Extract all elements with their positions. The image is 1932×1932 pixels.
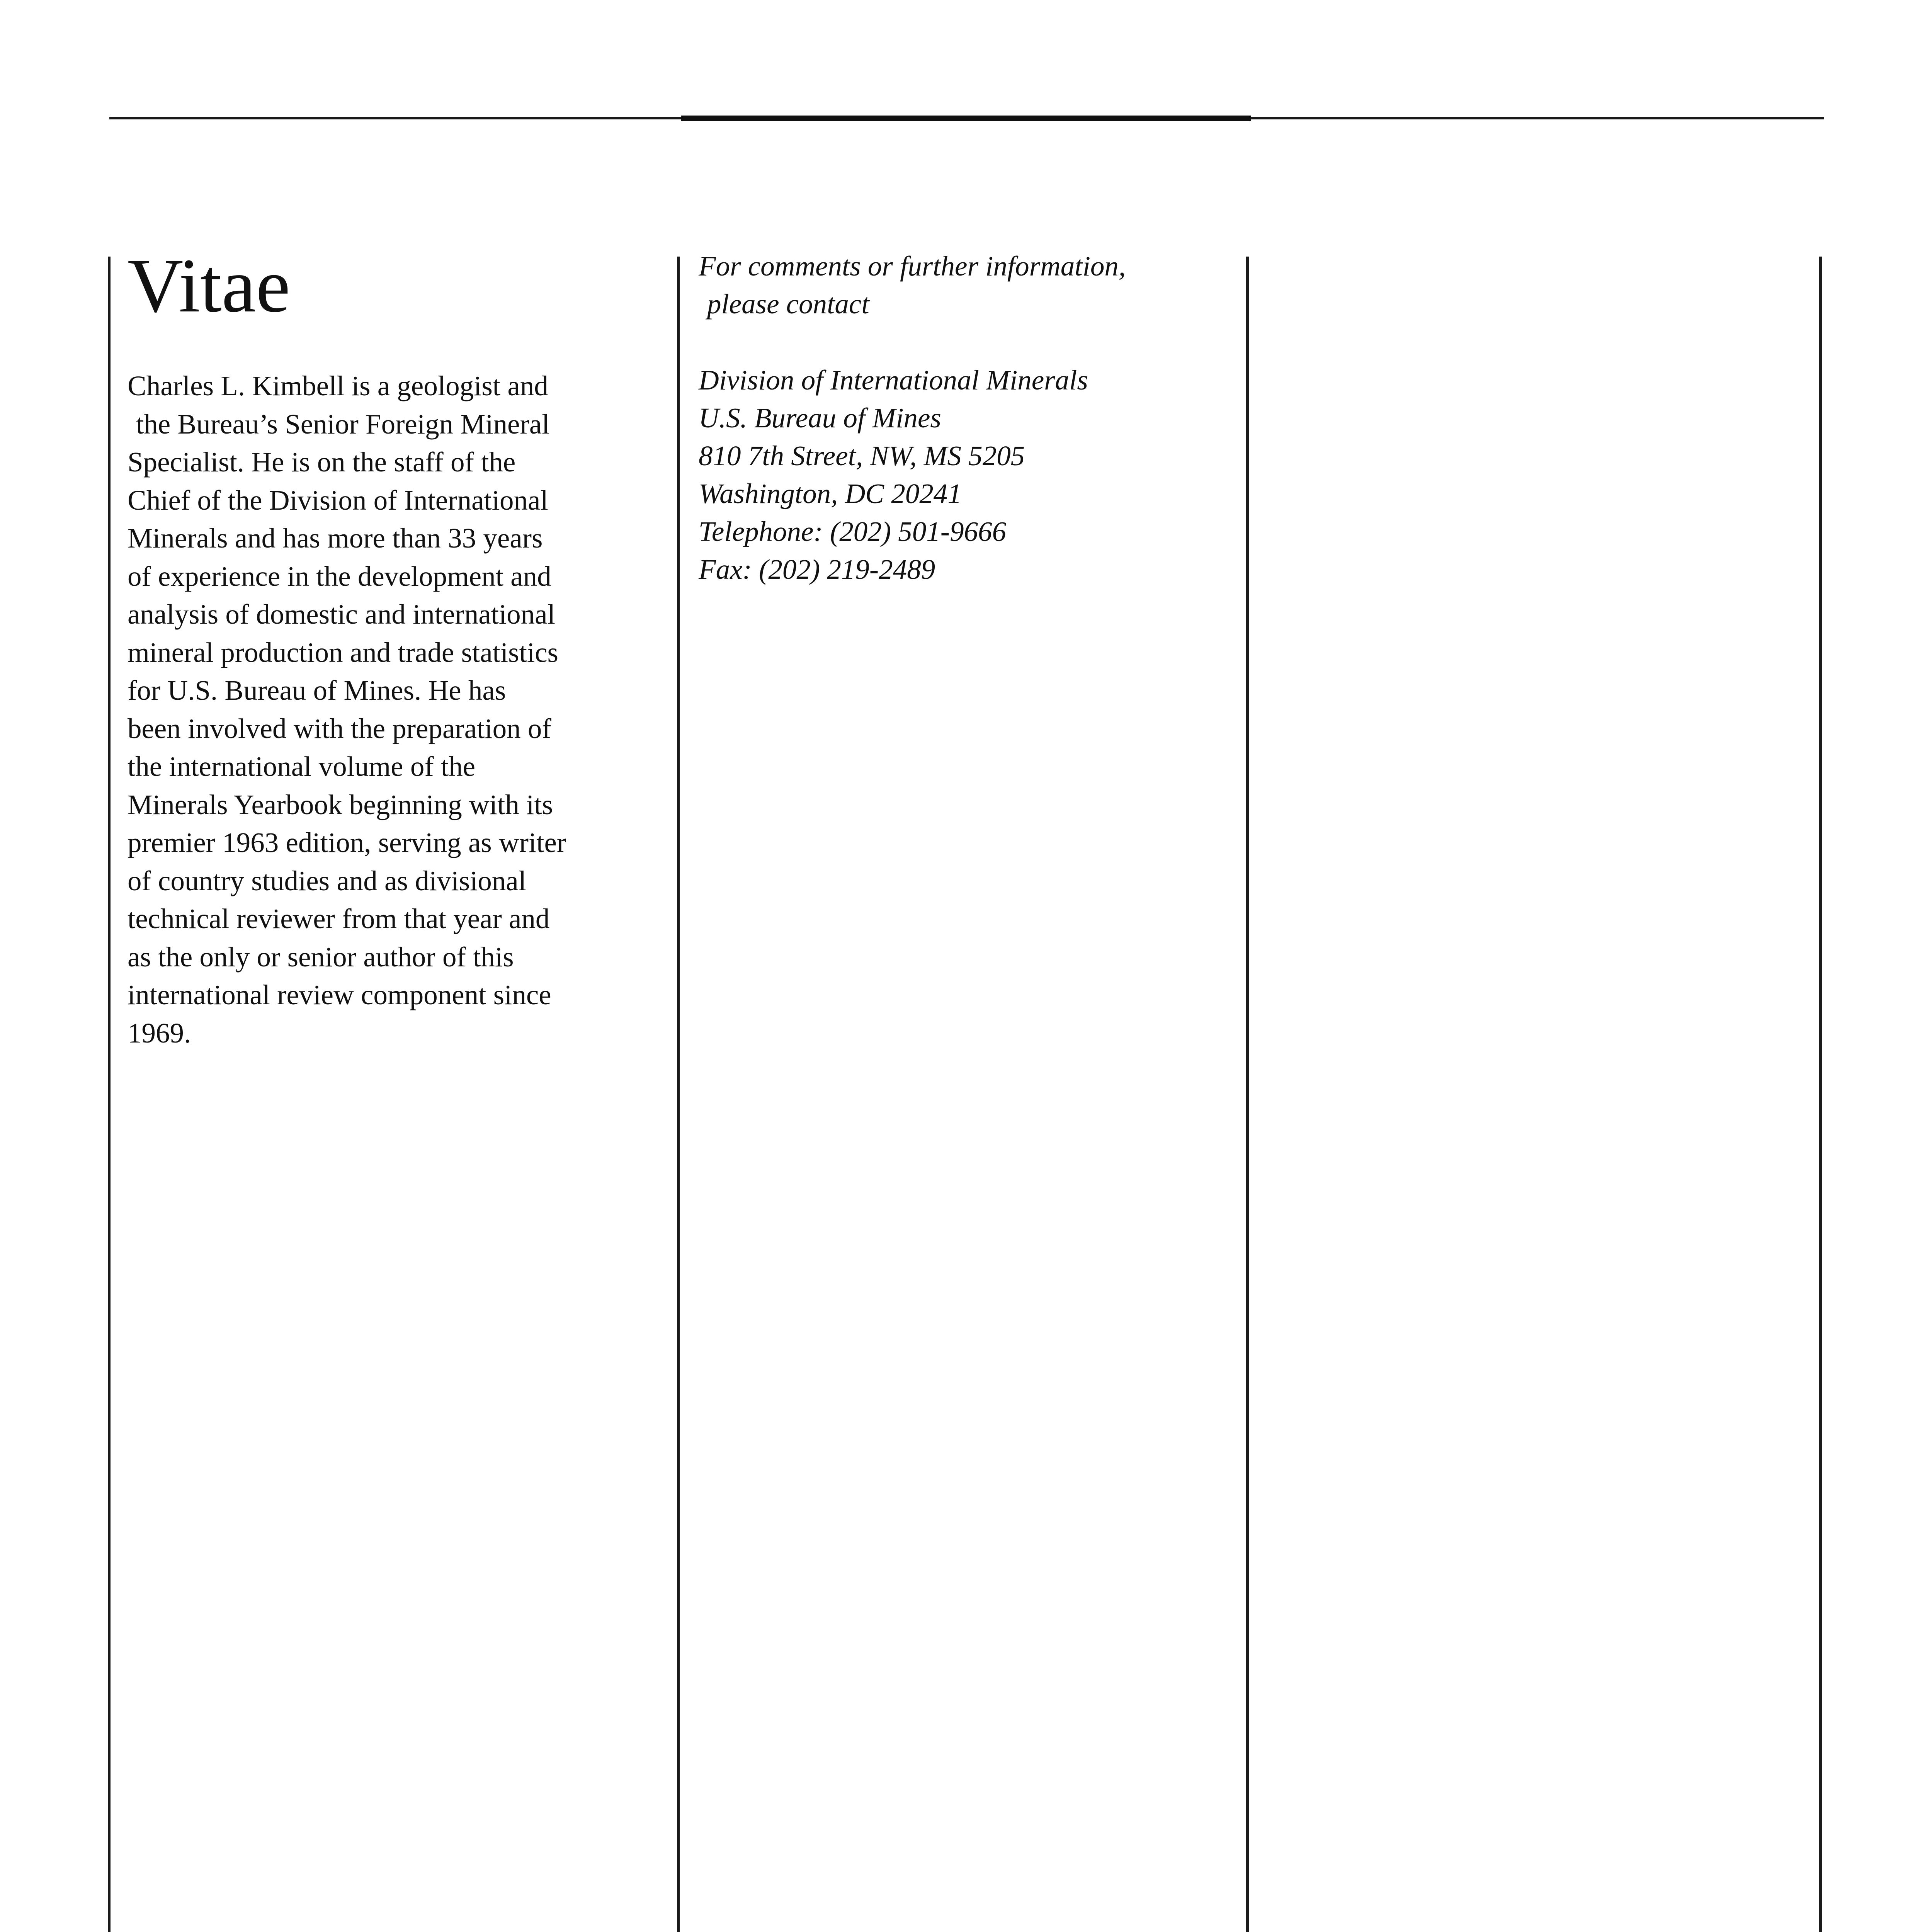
page-title: Vitae [128,243,291,328]
bio-line: Minerals and has more than 33 years [128,522,543,554]
bio-line: Specialist. He is on the staff of the [128,446,516,478]
bio-line: the Bureau’s Senior Foreign Mineral [136,408,550,440]
contact-intro [699,247,1240,323]
contact-address [699,361,1240,588]
address-line-telephone: Telephone: (202) 501-9666 [699,516,1007,547]
bio-line: 1969. [128,1017,191,1049]
author-biography [128,367,676,1052]
column-divider-middle-left [677,257,680,1932]
top-rule-accent [681,116,1251,121]
contact-intro-line: please contact [707,288,869,320]
bio-line: been involved with the preparation of [128,713,551,744]
bio-line: Charles L. Kimbell is a geologist and [128,370,548,401]
bio-line: technical reviewer from that year and [128,903,550,934]
bio-line: for U.S. Bureau of Mines. He has [128,675,506,706]
column-divider-left [108,257,111,1932]
bio-line: as the only or senior author of this [128,941,514,973]
bio-line: Minerals Yearbook beginning with its [128,789,553,820]
address-line-fax: Fax: (202) 219-2489 [699,554,935,585]
column-divider-right [1819,257,1822,1932]
bio-line: mineral production and trade statistics [128,636,558,668]
bio-line: premier 1963 edition, serving as writer [128,827,566,858]
bio-line: of country studies and as divisional [128,865,526,896]
bio-line: Chief of the Division of International [128,484,548,516]
column-divider-middle-right [1246,257,1249,1932]
bio-line: of experience in the development and [128,560,551,592]
bio-line: analysis of domestic and international [128,599,555,630]
address-line-city: Washington, DC 20241 [699,478,962,509]
contact-intro-line: For comments or further information, [699,250,1126,282]
address-line-street: 810 7th Street, NW, MS 5205 [699,440,1025,471]
address-line-bureau: U.S. Bureau of Mines [699,402,941,434]
address-line-organization: Division of International Minerals [699,364,1088,396]
bio-line: the international volume of the [128,751,476,782]
bio-line: international review component since [128,979,551,1010]
